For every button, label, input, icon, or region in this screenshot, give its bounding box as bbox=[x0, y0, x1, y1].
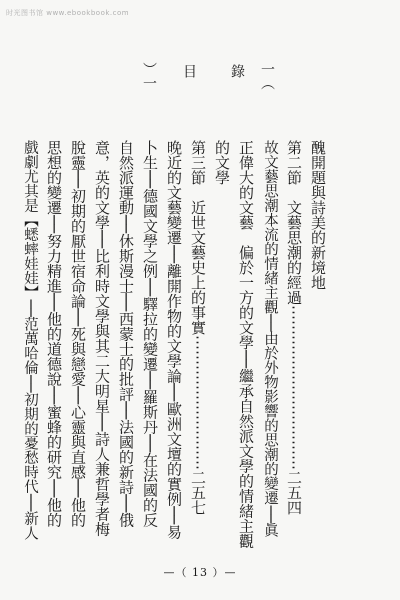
text-column-12: 思想的變遷──努力精進──他的道德說──蜜蜂的研究──他的 bbox=[45, 140, 63, 528]
header-char-lu: 錄 bbox=[229, 64, 245, 78]
header-right-bracket: ）一 bbox=[141, 62, 157, 90]
watermark-text: 时光图书馆 www.ebookbook.com bbox=[6, 9, 130, 17]
section-three-heading: 第三節 近世文藝史上的事實⋯⋯⋯⋯⋯⋯⋯⋯⋯二五七 bbox=[189, 140, 207, 515]
text-column-11: 脫靈──初期的厭世宿命論──死與戀愛──心靈與直感──他的 bbox=[69, 140, 87, 528]
text-column-13: 戲劇尤其是【蟋蟀娃娃】──范萬哈倫──初期的憂愁時代──新人 bbox=[22, 140, 38, 541]
text-column-7: 晚近的文藝變遷──離開作物的文學論──歐洲文壇的實例──易 bbox=[165, 140, 183, 540]
running-header bbox=[110, 60, 310, 120]
header-char-mu: 目 bbox=[181, 64, 197, 78]
text-column-8: 卜生──德國文學之例──驛拉的變遷──羅斯丹──在法國的反 bbox=[141, 140, 159, 528]
text-column-3: 故文藝思潮本流的情緒主觀──由於外物影響的思潮的變遷──眞 bbox=[262, 140, 278, 538]
text-column-9: 自然派運動──休斯漫士──西蒙士的批評──法國的新詩──俄 bbox=[117, 140, 135, 528]
text-column-4: 正偉大的文藝 偏於一方的文學──繼承自然派文學的情緒主觀 bbox=[237, 140, 255, 549]
text-column-5: 的文學 bbox=[213, 140, 231, 185]
section-two-heading: 第二節 文藝思潮的經過⋯⋯⋯⋯⋯⋯⋯⋯⋯⋯⋯二五四 bbox=[285, 140, 303, 515]
text-column-1: 醜開題與詩美的新境地 bbox=[309, 140, 327, 290]
header-left-bracket: 一（ bbox=[259, 62, 275, 90]
page-number: —（ 13 ）— bbox=[163, 566, 237, 579]
text-column-10: 意，英的文學──比利時文學與其二大明星──詩人兼哲學者梅 bbox=[93, 140, 111, 537]
